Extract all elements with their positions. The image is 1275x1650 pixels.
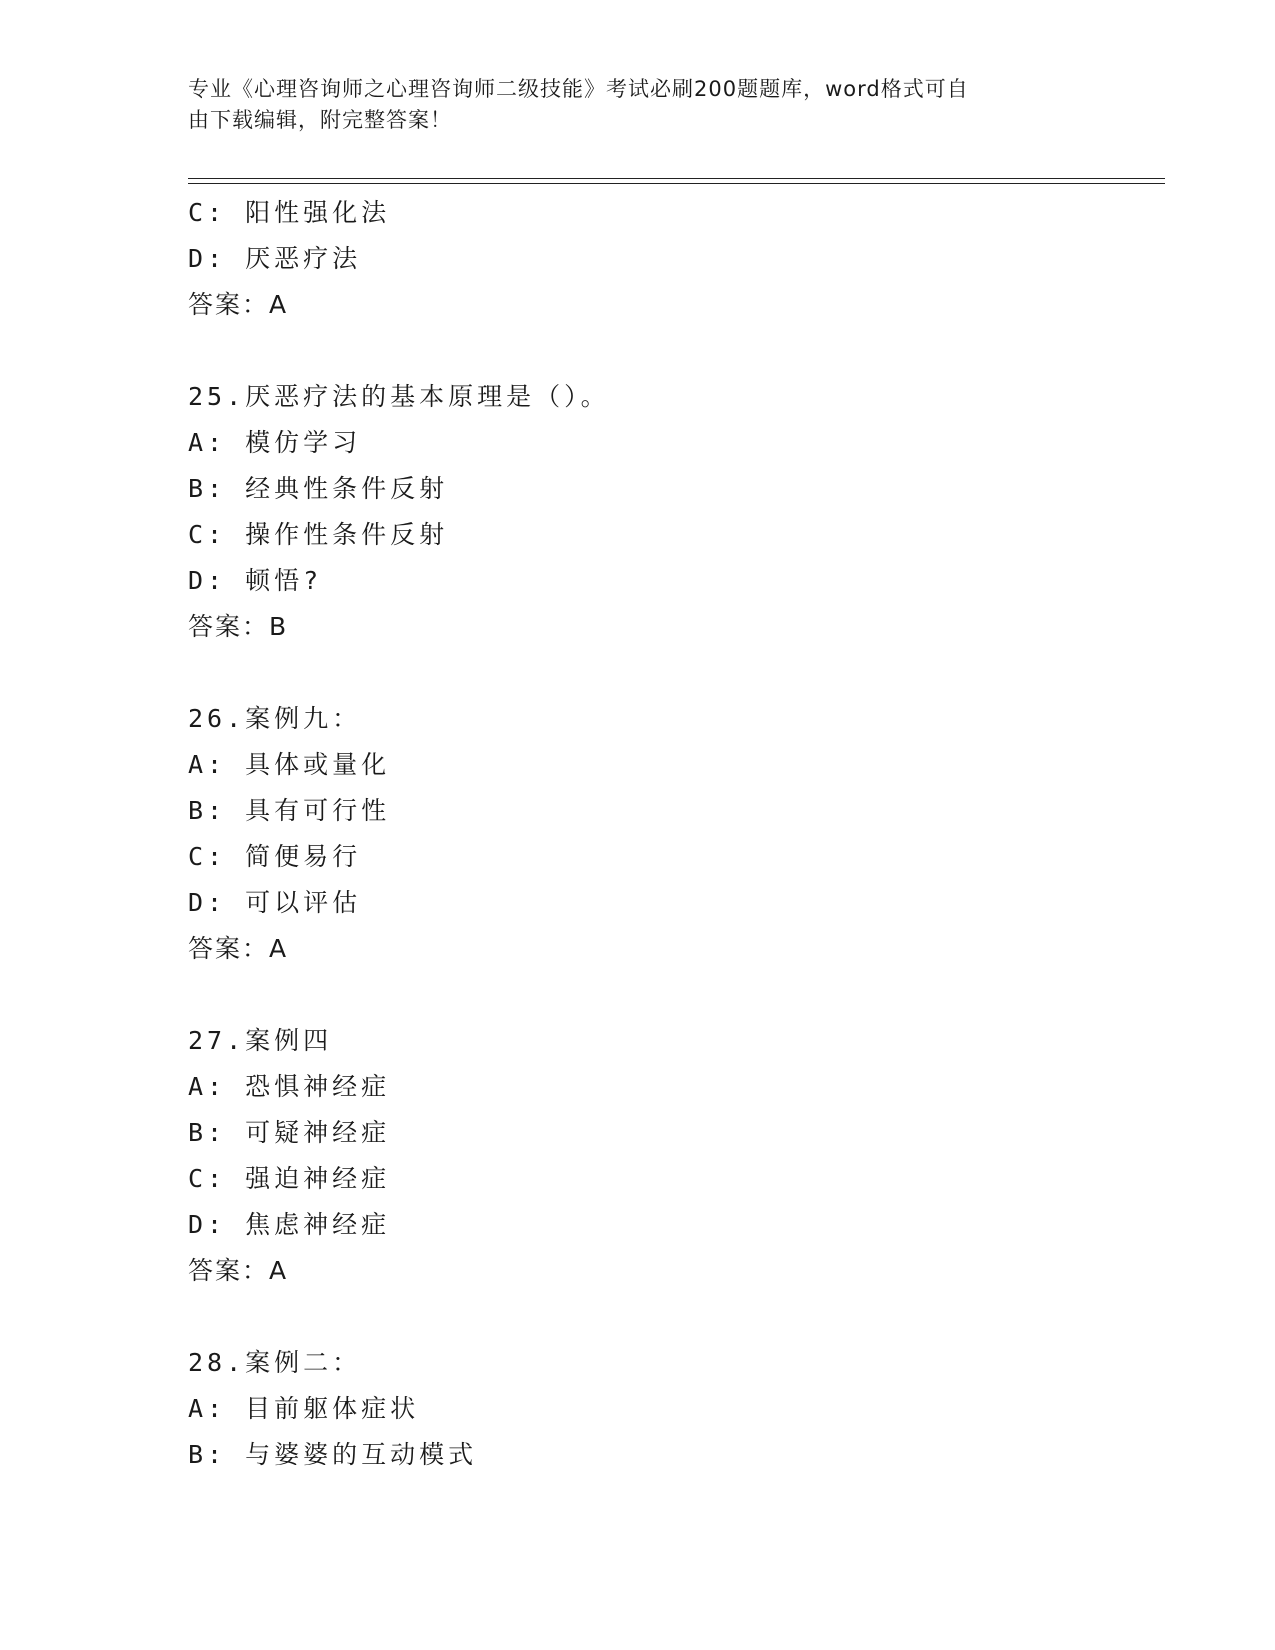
option: C: 操作性条件反射 (188, 520, 449, 549)
option: A: 恐惧神经症 (188, 1072, 391, 1101)
answer: 答案：A (188, 290, 289, 319)
option: A: 目前躯体症状 (188, 1394, 420, 1423)
header-line-2: 由下载编辑，附完整答案！ (188, 108, 452, 132)
option: C: 强迫神经症 (188, 1164, 391, 1193)
question-block (188, 696, 1165, 972)
question-list (188, 190, 1165, 1478)
answer: 答案：B (188, 612, 289, 641)
option: D: 厌恶疗法 (188, 244, 362, 273)
option: C: 简便易行 (188, 842, 362, 871)
header-line-1: 专业《心理咨询师之心理咨询师二级技能》考试必刷200题题库，word格式可自 (188, 77, 969, 101)
document-header (188, 74, 1088, 136)
question-block (188, 190, 1165, 328)
option: B: 经典性条件反射 (188, 474, 449, 503)
option: A: 模仿学习 (188, 428, 362, 457)
spacer (188, 328, 1165, 374)
answer: 答案：A (188, 1256, 289, 1285)
spacer (188, 650, 1165, 696)
header-rule-bottom (188, 183, 1165, 184)
option: B: 具有可行性 (188, 796, 391, 825)
option: D: 可以评估 (188, 888, 362, 917)
spacer (188, 972, 1165, 1018)
question-title: 27.案例四 (188, 1026, 333, 1055)
option: D: 焦虑神经症 (188, 1210, 391, 1239)
option: D: 顿悟? (188, 566, 323, 595)
question-title: 25.厌恶疗法的基本原理是（）。 (188, 382, 610, 411)
option: C: 阳性强化法 (188, 198, 391, 227)
header-rule-top (188, 178, 1165, 179)
question-block (188, 374, 1165, 650)
option: B: 与婆婆的互动模式 (188, 1440, 478, 1469)
question-block (188, 1018, 1165, 1294)
spacer (188, 1294, 1165, 1340)
question-title: 26.案例九： (188, 704, 362, 733)
question-title: 28.案例二： (188, 1348, 362, 1377)
option: A: 具体或量化 (188, 750, 391, 779)
question-block (188, 1340, 1165, 1478)
answer: 答案：A (188, 934, 289, 963)
option: B: 可疑神经症 (188, 1118, 391, 1147)
